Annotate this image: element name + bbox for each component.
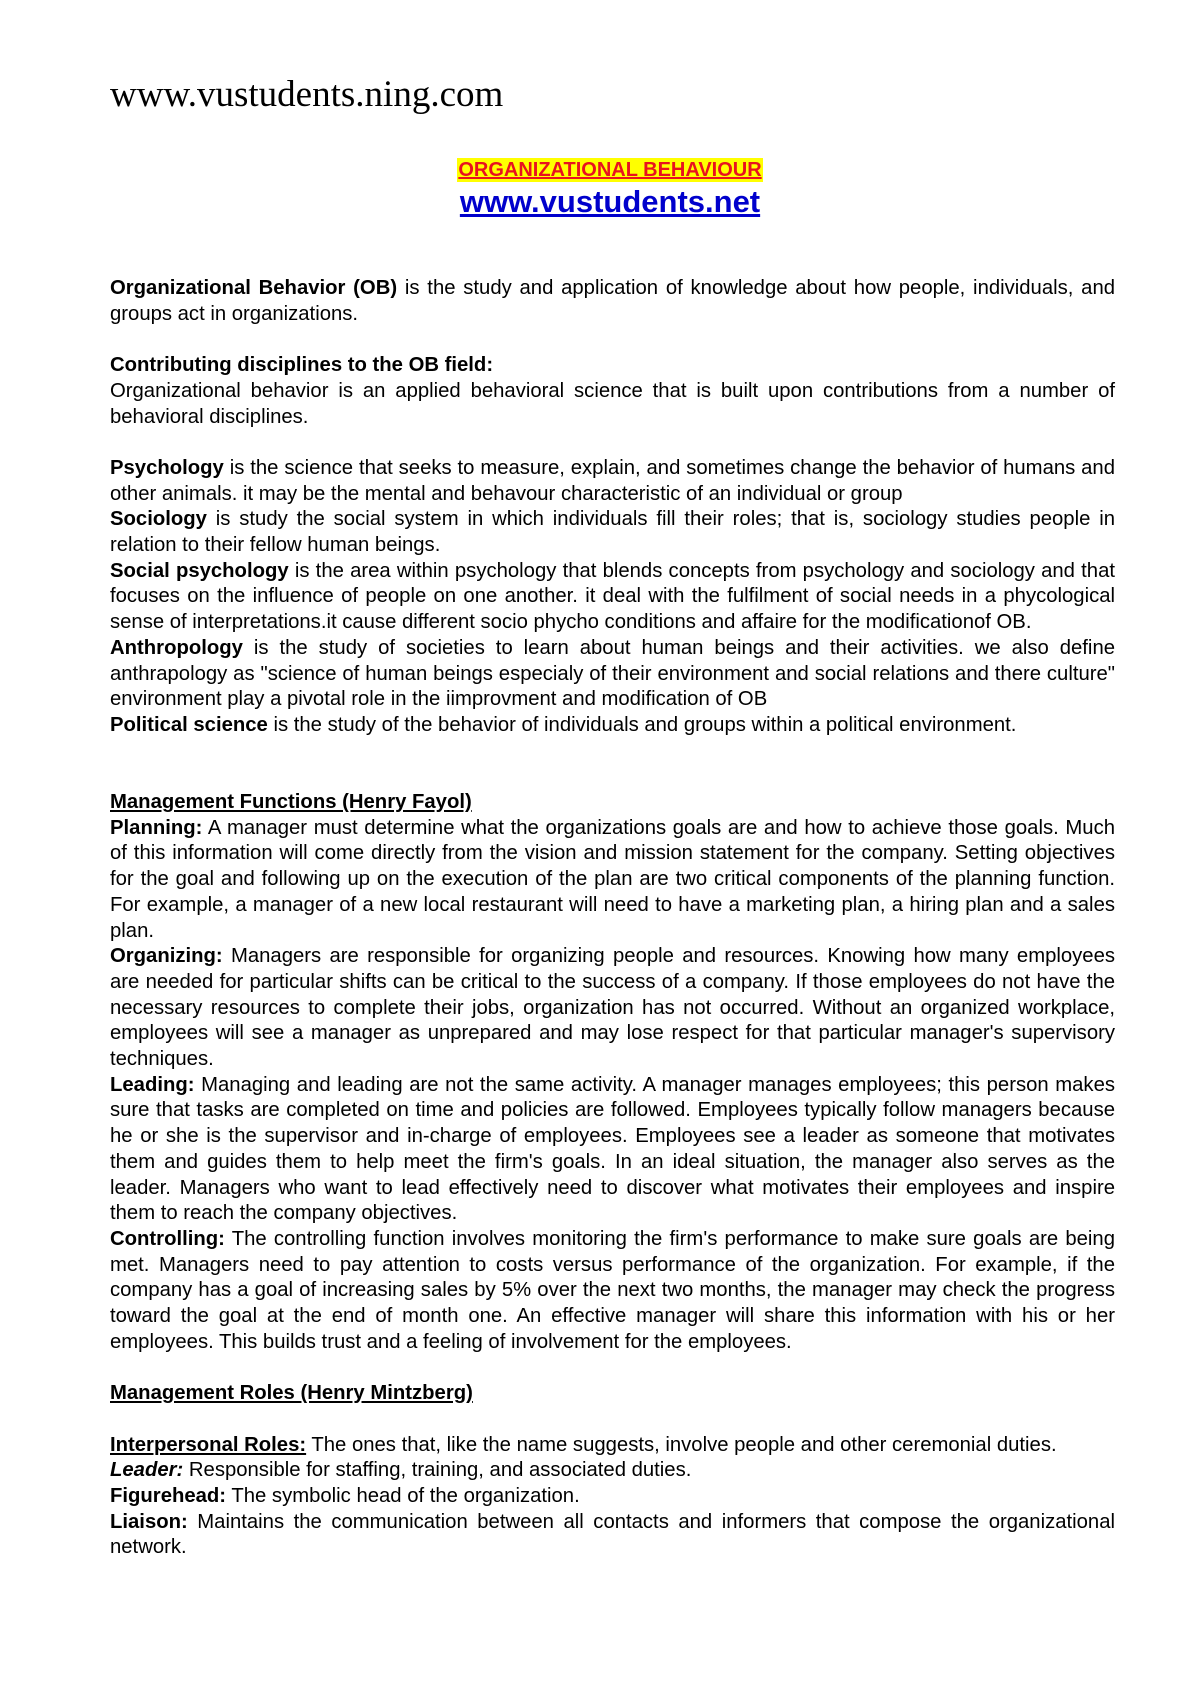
title-block [0,158,1200,220]
interpersonal-term: Interpersonal Roles: [110,1433,307,1456]
discipline-item: Social psychology is the area within psychology that blends concepts from psychology and sociology and that focuses on the influence of people on one another. it deal with the fulfilment of social needs in a phycological sense of interpretations.it cause different socio phycho conditions and affaire for the modificationof OB. [110,559,1115,634]
function-term: Controlling: [110,1227,225,1250]
function-item: Controlling: The controlling function involves monitoring the firm's performance to make sure goals are being met. Managers need to pay attention to costs versus performance of the organization. For example, if the company has a goal of increasing sales by 5% over the next two months, the manager may check the progress toward the goal at the end of month one. An effective manager will share this information with his or her employees. This builds trust and a feeling of involvement for the employees. [110,1227,1115,1353]
function-item: Organizing: Managers are responsible for organizing people and resources. Knowing how many employees are needed for particular shifts can be critical to the success of a company. If those employees do not have the necessary resources to complete their jobs, organization has not occurred. Without an organized workplace, employees will see a manager as unprepared and may lose respect for that particular manager's supervisory techniques. [110,945,1115,1071]
discipline-item: Sociology is study the social system in which individuals fill their roles; that is, sociology studies people in relation to their fellow human beings. [110,508,1115,556]
intro-text: is the study and application of knowledge about how people, individuals, and groups act in organizations. [110,277,1116,325]
roles-heading: Management Roles (Henry Mintzberg) [110,1382,473,1405]
role-term: Figurehead: [110,1484,227,1507]
interpersonal-roles: Interpersonal Roles: The ones that, like the name suggests, involve people and other ceremonial duties. [110,1433,1057,1456]
function-item: Leading: Managing and leading are not the same activity. A manager manages employees; this person makes sure that tasks are completed on time and policies are followed. Employees typically follow managers because he or she is the supervisor and in-charge of employees. Employees see a leader as someone that motivates them and guides them to help meet the firm's goals. In an ideal situation, the manager also serves as the leader. Managers who want to lead effectively need to discover what motivates their employees and inspire them to reach the company objectives. [110,1073,1115,1225]
discipline-term: Anthropology [110,636,243,659]
role-item: Liaison: Maintains the communication between all contacts and informers that compose the organizational network. [110,1510,1115,1559]
discipline-term: Social psychology [110,559,289,582]
role-item: Figurehead: The symbolic head of the organization. [110,1484,580,1507]
functions-heading: Management Functions (Henry Fayol) [110,791,472,814]
document-link[interactable]: www.vustudents.net [459,184,761,219]
disciplines-intro: Organizational behavior is an applied behavioral science that is built upon contributions from a number of behavioral disciplines. [110,379,1115,428]
document-body [110,276,1115,1561]
discipline-item: Political science is the study of the behavior of individuals and groups within a political environment. [110,713,1017,736]
discipline-term: Sociology [110,508,207,531]
function-term: Planning: [110,816,203,839]
intro-paragraph [110,276,1115,327]
discipline-term: Psychology [110,456,224,479]
function-term: Leading: [110,1073,195,1096]
role-term: Leader: [110,1459,184,1482]
site-url-header: www.vustudents.ning.com [110,74,504,115]
discipline-term: Political science [110,713,268,736]
function-term: Organizing: [110,945,223,968]
function-item: Planning: A manager must determine what the organizations goals are and how to achieve those goals. Much of this information will come directly from the vision and mission statement for the company. Setting objectives for the goal and following up on the execution of the plan are two critical components of the planning function. For example, a manager of a new local restaurant will need to have a marketing plan, a hiring plan and a sales plan. [110,816,1115,942]
disciplines-heading: Contributing disciplines to the OB field: [110,354,494,377]
role-item: Leader: Responsible for staffing, training, and associated duties. [110,1459,692,1482]
role-term: Liaison: [110,1510,188,1533]
discipline-item: Psychology is the science that seeks to measure, explain, and sometimes change the behavior of humans and other animals. it may be the mental and behavour characteristic of an individual or group [110,456,1115,505]
document-title: ORGANIZATIONAL BEHAVIOUR [458,159,762,181]
intro-term: Organizational Behavior (OB) [110,277,398,299]
discipline-item: Anthropology is the study of societies to learn about human beings and their activities. we also define anthrapology as "science of human beings especialy of their environment and social relations and there culture" environment play a pivotal role in the iimprovment and modification of OB [110,636,1115,711]
